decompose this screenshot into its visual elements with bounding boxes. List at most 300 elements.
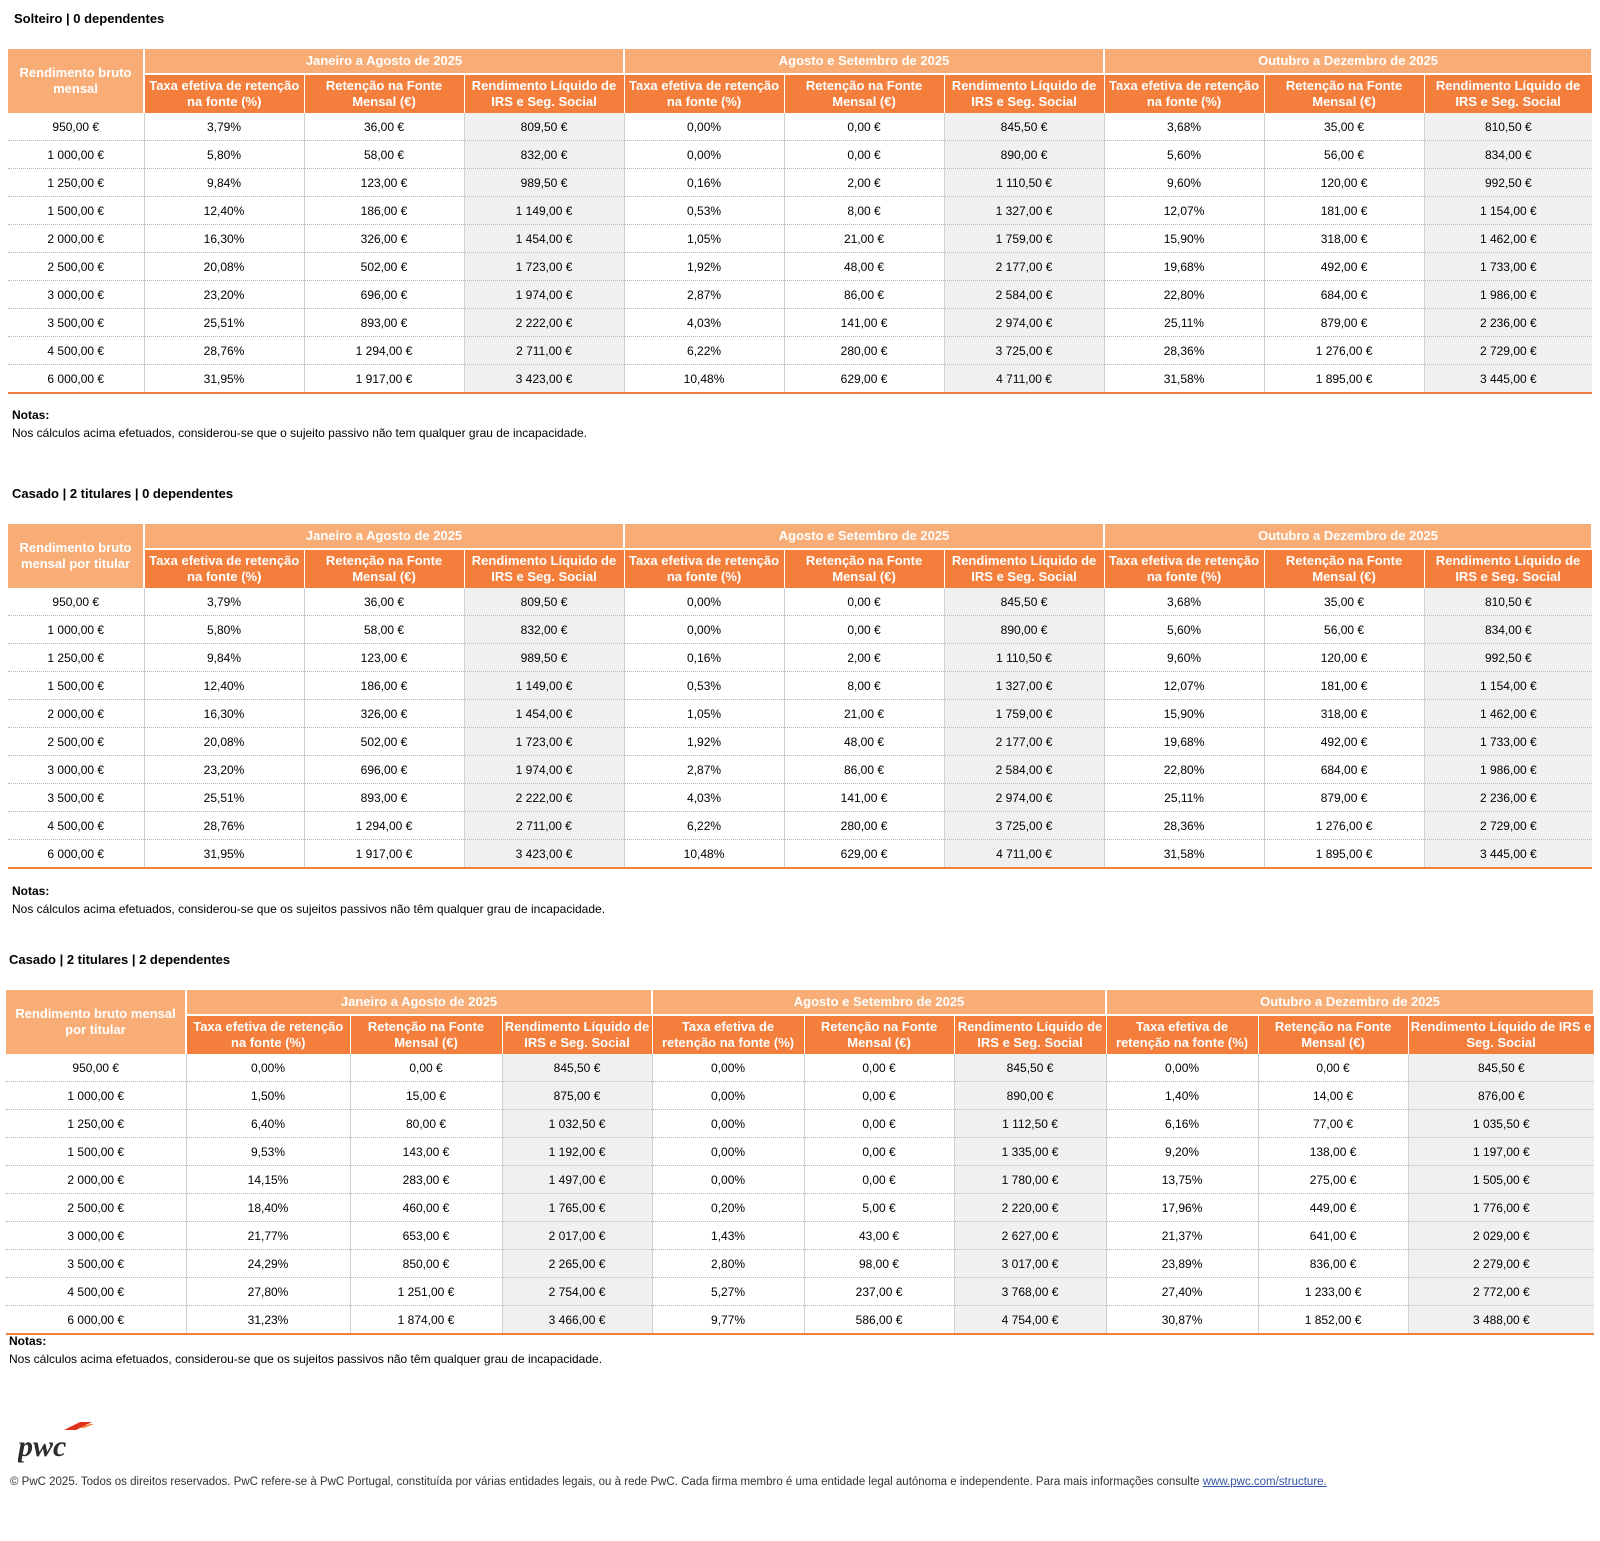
table-cell: 58,00 € <box>304 141 464 169</box>
table-cell: 3 488,00 € <box>1408 1306 1594 1335</box>
table-cell: 5,60% <box>1104 616 1264 644</box>
table-cell: 123,00 € <box>304 169 464 197</box>
col-header-taxa: Taxa efetiva de retenção na fonte (%) <box>1104 549 1264 588</box>
table-cell: 586,00 € <box>804 1306 954 1335</box>
row-label-cell: 3 500,00 € <box>8 784 144 812</box>
table-cell: 23,20% <box>144 756 304 784</box>
table-cell: 810,50 € <box>1424 113 1592 141</box>
col-header-retencao: Retenção na Fonte Mensal (€) <box>350 1015 502 1054</box>
table-cell: 1 780,00 € <box>954 1166 1106 1194</box>
group-header-out-dez: Outubro a Dezembro de 2025 <box>1106 990 1594 1015</box>
table-cell: 3 768,00 € <box>954 1278 1106 1306</box>
table-cell: 5,60% <box>1104 141 1264 169</box>
table-cell: 48,00 € <box>784 253 944 281</box>
group-header-out-dez: Outubro a Dezembro de 2025 <box>1104 524 1592 549</box>
col-header-retencao: Retenção na Fonte Mensal (€) <box>784 74 944 113</box>
table-cell: 1 251,00 € <box>350 1278 502 1306</box>
table-cell: 18,40% <box>186 1194 350 1222</box>
table-cell: 28,76% <box>144 812 304 840</box>
col-header-taxa: Taxa efetiva de retenção na fonte (%) <box>144 74 304 113</box>
notes-text: Nos cálculos acima efetuados, considerou-se que os sujeitos passivos não têm qualquer grau de incapacidade. <box>12 902 606 916</box>
table-cell: 1 149,00 € <box>464 197 624 225</box>
col-header-taxa: Taxa efetiva de retenção na fonte (%) <box>652 1015 804 1054</box>
table-cell: 3 445,00 € <box>1424 840 1592 869</box>
col-header-retencao: Retenção na Fonte Mensal (€) <box>1264 74 1424 113</box>
table-row <box>6 1166 1594 1194</box>
row-label-cell: 3 000,00 € <box>8 756 144 784</box>
table-cell: 22,80% <box>1104 756 1264 784</box>
table-cell: 1 895,00 € <box>1264 840 1424 869</box>
table-cell: 1 197,00 € <box>1408 1138 1594 1166</box>
table-row <box>6 1110 1594 1138</box>
table-cell: 1 874,00 € <box>350 1306 502 1335</box>
table-row <box>6 1082 1594 1110</box>
row-label-cell: 3 000,00 € <box>8 281 144 309</box>
table-cell: 13,75% <box>1106 1166 1258 1194</box>
notes-title: Notas: <box>12 408 50 422</box>
row-label-cell: 4 500,00 € <box>8 337 144 365</box>
table-cell: 6,22% <box>624 812 784 840</box>
table-cell: 12,40% <box>144 672 304 700</box>
table-cell: 275,00 € <box>1258 1166 1408 1194</box>
table-cell: 809,50 € <box>464 588 624 616</box>
table-row <box>6 1278 1594 1306</box>
table-row <box>8 756 1592 784</box>
table-cell: 1 335,00 € <box>954 1138 1106 1166</box>
footer-text: © PwC 2025. Todos os direitos reservados. PwC refere-se à PwC Portugal, constituída por várias entidades legais, ou à rede PwC. Cada firma membro é uma entidade legal autónoma e independente. Para mais informações consulte <box>10 1476 1203 1488</box>
group-header-ago-set: Agosto e Setembro de 2025 <box>652 990 1106 1015</box>
col-header-rendimento: Rendimento Líquido de IRS e Seg. Social <box>464 549 624 588</box>
col-header-rendimento: Rendimento Líquido de IRS e Seg. Social <box>502 1015 652 1054</box>
table-cell: 86,00 € <box>784 756 944 784</box>
group-header-out-dez: Outubro a Dezembro de 2025 <box>1104 49 1592 74</box>
table-cell: 809,50 € <box>464 113 624 141</box>
table-cell: 143,00 € <box>350 1138 502 1166</box>
table-cell: 25,51% <box>144 309 304 337</box>
table-cell: 2 017,00 € <box>502 1222 652 1250</box>
table-cell: 2 711,00 € <box>464 337 624 365</box>
col-header-rendimento: Rendimento Líquido de IRS e Seg. Social <box>1424 549 1592 588</box>
table-cell: 1 035,50 € <box>1408 1110 1594 1138</box>
row-label-cell: 950,00 € <box>8 588 144 616</box>
row-label-cell: 4 500,00 € <box>8 812 144 840</box>
row-label-cell: 3 500,00 € <box>6 1250 186 1278</box>
table-cell: 16,30% <box>144 700 304 728</box>
table-cell: 98,00 € <box>804 1250 954 1278</box>
table-cell: 696,00 € <box>304 756 464 784</box>
table-cell: 21,77% <box>186 1222 350 1250</box>
table-cell: 31,23% <box>186 1306 350 1335</box>
row-label-cell: 1 000,00 € <box>6 1082 186 1110</box>
section-title: Casado | 2 titulares | 2 dependentes <box>9 952 231 967</box>
table-cell: 845,50 € <box>502 1054 652 1082</box>
table-cell: 890,00 € <box>954 1082 1106 1110</box>
row-label-cell: 3 000,00 € <box>6 1222 186 1250</box>
table-cell: 181,00 € <box>1264 672 1424 700</box>
table-row <box>8 644 1592 672</box>
table-cell: 10,48% <box>624 840 784 869</box>
table-cell: 123,00 € <box>304 644 464 672</box>
table-cell: 28,36% <box>1104 812 1264 840</box>
table-cell: 2,00 € <box>784 644 944 672</box>
table-cell: 21,37% <box>1106 1222 1258 1250</box>
table-cell: 43,00 € <box>804 1222 954 1250</box>
table-cell: 834,00 € <box>1424 141 1592 169</box>
table-cell: 1 497,00 € <box>502 1166 652 1194</box>
row-label-cell: 6 000,00 € <box>6 1306 186 1335</box>
group-header-jan-ago: Janeiro a Agosto de 2025 <box>144 524 624 549</box>
table-cell: 86,00 € <box>784 281 944 309</box>
table-cell: 2 729,00 € <box>1424 337 1592 365</box>
table-cell: 0,00 € <box>784 141 944 169</box>
row-label-cell: 6 000,00 € <box>8 365 144 394</box>
table-cell: 2 974,00 € <box>944 784 1104 812</box>
table-cell: 2 729,00 € <box>1424 812 1592 840</box>
table-cell: 25,11% <box>1104 309 1264 337</box>
table-cell: 449,00 € <box>1258 1194 1408 1222</box>
table-cell: 2 222,00 € <box>464 784 624 812</box>
table-cell: 0,00 € <box>804 1138 954 1166</box>
pwc-logo <box>18 1418 108 1466</box>
table-cell: 0,00% <box>1106 1054 1258 1082</box>
table-cell: 280,00 € <box>784 337 944 365</box>
table-cell: 3 725,00 € <box>944 812 1104 840</box>
table-cell: 4,03% <box>624 309 784 337</box>
row-label-cell: 1 000,00 € <box>8 141 144 169</box>
table-cell: 5,80% <box>144 616 304 644</box>
table-cell: 20,08% <box>144 253 304 281</box>
table-cell: 15,90% <box>1104 225 1264 253</box>
table-cell: 181,00 € <box>1264 197 1424 225</box>
table-cell: 0,00% <box>624 588 784 616</box>
table-cell: 1 327,00 € <box>944 197 1104 225</box>
group-header-jan-ago: Janeiro a Agosto de 2025 <box>144 49 624 74</box>
table-cell: 1,40% <box>1106 1082 1258 1110</box>
col-header-retencao: Retenção na Fonte Mensal (€) <box>804 1015 954 1054</box>
table-cell: 1 733,00 € <box>1424 728 1592 756</box>
table-cell: 5,27% <box>652 1278 804 1306</box>
table-cell: 9,84% <box>144 169 304 197</box>
table-cell: 14,00 € <box>1258 1082 1408 1110</box>
table-cell: 3 423,00 € <box>464 365 624 394</box>
row-label-cell: 2 500,00 € <box>6 1194 186 1222</box>
table-cell: 0,00 € <box>804 1110 954 1138</box>
table-cell: 1 986,00 € <box>1424 281 1592 309</box>
table-cell: 845,50 € <box>944 113 1104 141</box>
group-header-ago-set: Agosto e Setembro de 2025 <box>624 49 1104 74</box>
table-cell: 30,87% <box>1106 1306 1258 1335</box>
col-header-rendimento: Rendimento Líquido de IRS e Seg. Social <box>954 1015 1106 1054</box>
table-cell: 20,08% <box>144 728 304 756</box>
table-cell: 0,00% <box>624 616 784 644</box>
table-cell: 1 974,00 € <box>464 756 624 784</box>
table-cell: 1 505,00 € <box>1408 1166 1594 1194</box>
table-row <box>8 141 1592 169</box>
table-cell: 3,68% <box>1104 588 1264 616</box>
row-header: Rendimento bruto mensal <box>8 49 144 113</box>
table-cell: 25,11% <box>1104 784 1264 812</box>
table-cell: 12,07% <box>1104 197 1264 225</box>
table-cell: 120,00 € <box>1264 644 1424 672</box>
table-cell: 0,00 € <box>350 1054 502 1082</box>
table-cell: 629,00 € <box>784 840 944 869</box>
table-cell: 120,00 € <box>1264 169 1424 197</box>
table-cell: 1 276,00 € <box>1264 812 1424 840</box>
table-cell: 14,15% <box>186 1166 350 1194</box>
table-cell: 1 110,50 € <box>944 169 1104 197</box>
table-cell: 0,16% <box>624 644 784 672</box>
table-cell: 280,00 € <box>784 812 944 840</box>
table-cell: 3 725,00 € <box>944 337 1104 365</box>
table-cell: 1 294,00 € <box>304 812 464 840</box>
table-cell: 21,00 € <box>784 700 944 728</box>
table-cell: 6,22% <box>624 337 784 365</box>
table-cell: 1 327,00 € <box>944 672 1104 700</box>
table-cell: 186,00 € <box>304 197 464 225</box>
table-row <box>8 197 1592 225</box>
table-cell: 653,00 € <box>350 1222 502 1250</box>
table-cell: 1 917,00 € <box>304 840 464 869</box>
col-header-rendimento: Rendimento Líquido de IRS e Seg. Social <box>944 74 1104 113</box>
table-cell: 0,53% <box>624 672 784 700</box>
table-cell: 1,92% <box>624 253 784 281</box>
row-label-cell: 1 250,00 € <box>6 1110 186 1138</box>
table-row <box>6 1222 1594 1250</box>
table-cell: 893,00 € <box>304 784 464 812</box>
col-header-rendimento: Rendimento Líquido de IRS e Seg. Social <box>464 74 624 113</box>
table-cell: 1 852,00 € <box>1258 1306 1408 1335</box>
section-title: Casado | 2 titulares | 0 dependentes <box>12 486 234 501</box>
table-cell: 879,00 € <box>1264 309 1424 337</box>
table-cell: 502,00 € <box>304 253 464 281</box>
retention-table <box>8 524 1593 869</box>
section-title: Solteiro | 0 dependentes <box>14 11 165 26</box>
table-row <box>8 225 1592 253</box>
row-label-cell: 3 500,00 € <box>8 309 144 337</box>
table-cell: 4 711,00 € <box>944 365 1104 394</box>
table-cell: 2 236,00 € <box>1424 784 1592 812</box>
logo-text: pwc <box>18 1430 67 1463</box>
row-label-cell: 1 500,00 € <box>6 1138 186 1166</box>
table-cell: 696,00 € <box>304 281 464 309</box>
table-cell: 4 711,00 € <box>944 840 1104 869</box>
table-cell: 684,00 € <box>1264 281 1424 309</box>
table-cell: 237,00 € <box>804 1278 954 1306</box>
row-label-cell: 1 250,00 € <box>8 169 144 197</box>
row-label-cell: 2 000,00 € <box>8 700 144 728</box>
row-label-cell: 1 250,00 € <box>8 644 144 672</box>
table-cell: 1 454,00 € <box>464 225 624 253</box>
table-cell: 2 754,00 € <box>502 1278 652 1306</box>
table-cell: 2 220,00 € <box>954 1194 1106 1222</box>
table-cell: 1 032,50 € <box>502 1110 652 1138</box>
table-cell: 1 149,00 € <box>464 672 624 700</box>
table-row <box>8 169 1592 197</box>
col-header-retencao: Retenção na Fonte Mensal (€) <box>304 549 464 588</box>
col-header-taxa: Taxa efetiva de retenção na fonte (%) <box>144 549 304 588</box>
table-cell: 318,00 € <box>1264 700 1424 728</box>
table-cell: 141,00 € <box>784 309 944 337</box>
table-cell: 8,00 € <box>784 197 944 225</box>
col-header-taxa: Taxa efetiva de retenção na fonte (%) <box>624 74 784 113</box>
table-cell: 56,00 € <box>1264 141 1424 169</box>
group-header-jan-ago: Janeiro a Agosto de 2025 <box>186 990 652 1015</box>
table-cell: 6,40% <box>186 1110 350 1138</box>
table-cell: 9,77% <box>652 1306 804 1335</box>
table-cell: 9,20% <box>1106 1138 1258 1166</box>
table-cell: 810,50 € <box>1424 588 1592 616</box>
table-cell: 16,30% <box>144 225 304 253</box>
table-cell: 31,95% <box>144 365 304 394</box>
table-cell: 1 723,00 € <box>464 253 624 281</box>
table-cell: 0,20% <box>652 1194 804 1222</box>
table-cell: 684,00 € <box>1264 756 1424 784</box>
table-cell: 992,50 € <box>1424 644 1592 672</box>
col-header-rendimento: Rendimento Líquido de IRS e Seg. Social <box>1408 1015 1594 1054</box>
table-cell: 2 772,00 € <box>1408 1278 1594 1306</box>
table-cell: 0,00 € <box>784 113 944 141</box>
table-cell: 1 917,00 € <box>304 365 464 394</box>
table-cell: 1 276,00 € <box>1264 337 1424 365</box>
table-cell: 2 029,00 € <box>1408 1222 1594 1250</box>
table-cell: 836,00 € <box>1258 1250 1408 1278</box>
table-cell: 80,00 € <box>350 1110 502 1138</box>
table-cell: 0,53% <box>624 197 784 225</box>
notes-title: Notas: <box>9 1334 47 1348</box>
table-cell: 492,00 € <box>1264 253 1424 281</box>
table-cell: 0,00 € <box>784 588 944 616</box>
table-cell: 0,00 € <box>804 1166 954 1194</box>
row-label-cell: 950,00 € <box>8 113 144 141</box>
row-label-cell: 2 500,00 € <box>8 728 144 756</box>
notes-text: Nos cálculos acima efetuados, considerou-se que os sujeitos passivos não têm qualquer grau de incapacidade. <box>9 1352 603 1366</box>
table-row <box>8 812 1592 840</box>
col-header-taxa: Taxa efetiva de retenção na fonte (%) <box>624 549 784 588</box>
table-cell: 1 110,50 € <box>944 644 1104 672</box>
table-cell: 1,43% <box>652 1222 804 1250</box>
table-cell: 502,00 € <box>304 728 464 756</box>
row-label-cell: 2 500,00 € <box>8 253 144 281</box>
table-cell: 989,50 € <box>464 169 624 197</box>
col-header-retencao: Retenção na Fonte Mensal (€) <box>1264 549 1424 588</box>
table-cell: 832,00 € <box>464 141 624 169</box>
retention-table <box>6 990 1595 1335</box>
col-header-rendimento: Rendimento Líquido de IRS e Seg. Social <box>944 549 1104 588</box>
table-cell: 77,00 € <box>1258 1110 1408 1138</box>
table-cell: 3 423,00 € <box>464 840 624 869</box>
table-cell: 0,00% <box>652 1138 804 1166</box>
table-cell: 19,68% <box>1104 253 1264 281</box>
col-header-retencao: Retenção na Fonte Mensal (€) <box>1258 1015 1408 1054</box>
table-cell: 27,80% <box>186 1278 350 1306</box>
table-cell: 1,50% <box>186 1082 350 1110</box>
table-cell: 9,60% <box>1104 644 1264 672</box>
table-cell: 875,00 € <box>502 1082 652 1110</box>
table-cell: 1 112,50 € <box>954 1110 1106 1138</box>
col-header-taxa: Taxa efetiva de retenção na fonte (%) <box>1104 74 1264 113</box>
table-cell: 1 733,00 € <box>1424 253 1592 281</box>
col-header-taxa: Taxa efetiva de retenção na fonte (%) <box>1106 1015 1258 1054</box>
table-cell: 9,53% <box>186 1138 350 1166</box>
col-header-rendimento: Rendimento Líquido de IRS e Seg. Social <box>1424 74 1592 113</box>
table-cell: 1,05% <box>624 700 784 728</box>
retention-table <box>8 49 1593 394</box>
table-cell: 35,00 € <box>1264 588 1424 616</box>
table-row <box>6 1250 1594 1278</box>
table-row <box>6 1194 1594 1222</box>
table-cell: 2 584,00 € <box>944 756 1104 784</box>
table-cell: 890,00 € <box>944 141 1104 169</box>
table-cell: 1 895,00 € <box>1264 365 1424 394</box>
footer-link[interactable]: www.pwc.com/structure. <box>1202 1476 1327 1488</box>
row-label-cell: 1 500,00 € <box>8 197 144 225</box>
col-header-taxa: Taxa efetiva de retenção na fonte (%) <box>186 1015 350 1054</box>
table-row <box>8 700 1592 728</box>
table-cell: 0,16% <box>624 169 784 197</box>
table-cell: 629,00 € <box>784 365 944 394</box>
table-row <box>8 840 1592 869</box>
row-header: Rendimento bruto mensal por titular <box>8 524 144 588</box>
table-cell: 19,68% <box>1104 728 1264 756</box>
table-row <box>8 253 1592 281</box>
row-label-cell: 1 500,00 € <box>8 672 144 700</box>
table-cell: 1 974,00 € <box>464 281 624 309</box>
table-cell: 1 723,00 € <box>464 728 624 756</box>
table-cell: 1,92% <box>624 728 784 756</box>
table-cell: 893,00 € <box>304 309 464 337</box>
table-cell: 0,00 € <box>804 1082 954 1110</box>
table-cell: 1 154,00 € <box>1424 197 1592 225</box>
table-cell: 832,00 € <box>464 616 624 644</box>
table-cell: 22,80% <box>1104 281 1264 309</box>
table-cell: 23,20% <box>144 281 304 309</box>
table-cell: 21,00 € <box>784 225 944 253</box>
table-cell: 0,00% <box>186 1054 350 1082</box>
table-cell: 31,95% <box>144 840 304 869</box>
table-cell: 3 017,00 € <box>954 1250 1106 1278</box>
table-cell: 992,50 € <box>1424 169 1592 197</box>
table-cell: 2,00 € <box>784 169 944 197</box>
table-row <box>8 784 1592 812</box>
table-cell: 4 754,00 € <box>954 1306 1106 1335</box>
table-cell: 1,05% <box>624 225 784 253</box>
table-cell: 15,00 € <box>350 1082 502 1110</box>
col-header-retencao: Retenção na Fonte Mensal (€) <box>784 549 944 588</box>
table-cell: 1 462,00 € <box>1424 700 1592 728</box>
table-cell: 0,00% <box>652 1082 804 1110</box>
table-cell: 141,00 € <box>784 784 944 812</box>
table-cell: 0,00 € <box>1258 1054 1408 1082</box>
table-cell: 0,00 € <box>804 1054 954 1082</box>
table-cell: 58,00 € <box>304 616 464 644</box>
table-cell: 2 177,00 € <box>944 253 1104 281</box>
table-cell: 2 627,00 € <box>954 1222 1106 1250</box>
table-cell: 890,00 € <box>944 616 1104 644</box>
table-cell: 879,00 € <box>1264 784 1424 812</box>
table-cell: 283,00 € <box>350 1166 502 1194</box>
table-cell: 4,03% <box>624 784 784 812</box>
table-cell: 6,16% <box>1106 1110 1258 1138</box>
table-row <box>8 309 1592 337</box>
table-cell: 186,00 € <box>304 672 464 700</box>
table-cell: 3 445,00 € <box>1424 365 1592 394</box>
table-cell: 3,79% <box>144 588 304 616</box>
table-cell: 15,90% <box>1104 700 1264 728</box>
row-label-cell: 6 000,00 € <box>8 840 144 869</box>
table-cell: 2 584,00 € <box>944 281 1104 309</box>
table-cell: 5,00 € <box>804 1194 954 1222</box>
table-cell: 10,48% <box>624 365 784 394</box>
